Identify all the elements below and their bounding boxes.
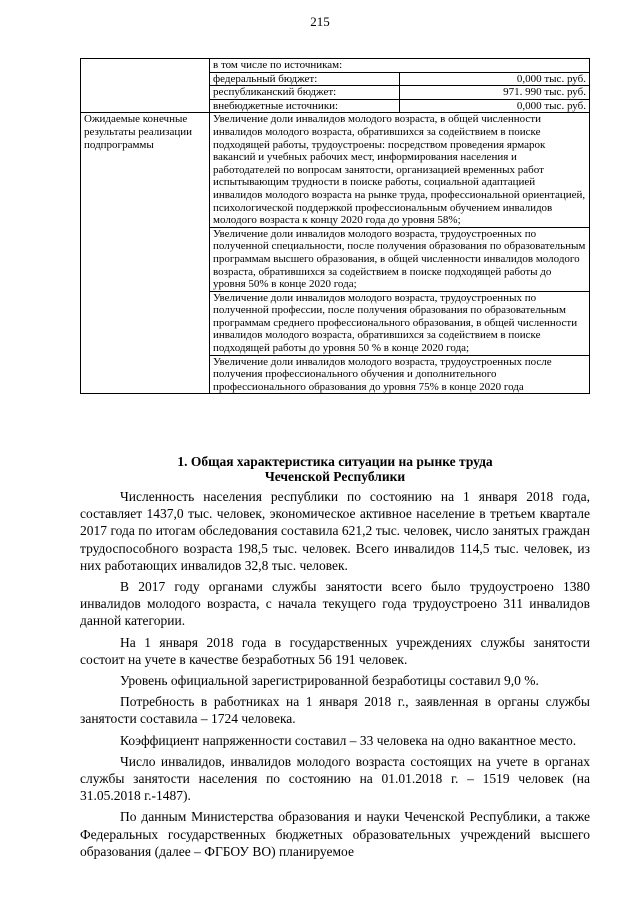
paragraph: Численность населения республики по состоянию на 1 января 2018 года, составляет 1437,0 тыс. человек, экономическое активное население в третьем квартале 2017 года по итогам обследования составила 621,2 тыс. человек, число занятых граждан трудоспособного возраста 198,5 тыс. человек. Всего инвалидов 114,5 тыс. человек, из них работающих инвалидов 32,8 тыс. человек. bbox=[80, 489, 590, 573]
result-item: Увеличение доли инвалидов молодого возраста, трудоустроенных по полученной специальности, после получения образования по образовательным программам высшего образования, в общей численности инвалидов молодого возраста, обратившихся за содействием в поиске подходящей работы до уровня 50% в конце 2020 года; bbox=[210, 228, 589, 292]
funding-source-value: 0,000 тыс. руб. bbox=[400, 73, 590, 87]
funding-source-label: республиканский бюджет: bbox=[210, 86, 400, 100]
paragraph: По данным Министерства образования и науки Чеченской Республики, а также Федеральных государственных бюджетных образовательных учреждений высшего образования (далее – ФГБОУ ВО) планируемое bbox=[80, 809, 590, 859]
funding-row bbox=[81, 59, 590, 113]
result-item: Увеличение доли инвалидов молодого возраста, трудоустроенных после получения профессионального обучения и дополнительного профессионального образования до уровня 75% в конце 2020 года bbox=[213, 355, 552, 393]
paragraph: Уровень официальной зарегистрированной безработицы составил 9,0 %. bbox=[120, 673, 539, 689]
funding-sources-grid bbox=[210, 73, 589, 113]
results-cell bbox=[210, 113, 590, 394]
paragraph: Потребность в работниках на 1 января 2018 г., заявленная в органы службы занятости составила – 1724 человека. bbox=[80, 694, 590, 727]
funding-sources-cell bbox=[210, 59, 590, 113]
body-text bbox=[80, 488, 590, 864]
subprogram-passport-table bbox=[80, 58, 590, 394]
funding-source-label: федеральный бюджет: bbox=[210, 73, 400, 87]
section-heading bbox=[80, 454, 590, 484]
results-row bbox=[81, 113, 590, 394]
page-number: 215 bbox=[310, 14, 330, 29]
paragraph: Число инвалидов, инвалидов молодого возраста состоящих на учете в органах службы занятости населения по состоянию на 01.01.2018 г. – 1519 человек (на 31.05.2018 г.-1487). bbox=[80, 753, 590, 804]
result-item: Увеличение доли инвалидов молодого возраста, в общей численности инвалидов молодого возраста, обратившихся за содействием в поиске подходящей работы, трудоустроены: посредством проведения ярмарок вакансий и учебных рабочих мест, информирования населения и работодателей по вопросам занятости, организацией временных работ испытывающим трудности в поиске работы, социальной адаптацией инвалидов молодого возраста на рынке труда, профессиональной ориентацией, психологической поддержкой профессиональным обучением инвалидов молодого возраста к концу 2020 года до уровня 58%; bbox=[210, 113, 589, 227]
paragraph: На 1 января 2018 года в государственных учреждениях службы занятости состоит на учете в качестве безработных 56 191 человек. bbox=[80, 634, 590, 667]
funding-header: в том числе по источникам: bbox=[210, 59, 589, 73]
funding-label-cell bbox=[81, 59, 210, 113]
paragraph: Коэффициент напряженности составил – 33 человека на одно вакантное место. bbox=[120, 732, 577, 748]
paragraph: В 2017 году органами службы занятости всего было трудоустроено 1380 инвалидов молодого возраста, с начала текущего года трудоустроено 311 инвалидов данной категории. bbox=[80, 579, 590, 629]
result-item: Увеличение доли инвалидов молодого возраста, трудоустроенных по полученной профессии, после получения образования по образовательным программам среднего профессионального образования, в общей численности инвалидов молодого возраста, обратившихся за содействием в поиске подходящей работы до уровня 50 % в конце 2020 года; bbox=[210, 292, 589, 356]
section-heading-line: 1. Общая характеристика ситуации на рынке труда bbox=[177, 454, 493, 469]
funding-source-value: 971. 990 тыс. руб. bbox=[400, 86, 590, 100]
funding-source-label: внебюджетные источники: bbox=[210, 100, 400, 113]
results-label: Ожидаемые конечные результаты реализации подпрограммы bbox=[81, 113, 210, 394]
funding-source-value: 0,000 тыс. руб. bbox=[516, 99, 586, 112]
section-heading-line: Чеченской Республики bbox=[264, 469, 406, 484]
